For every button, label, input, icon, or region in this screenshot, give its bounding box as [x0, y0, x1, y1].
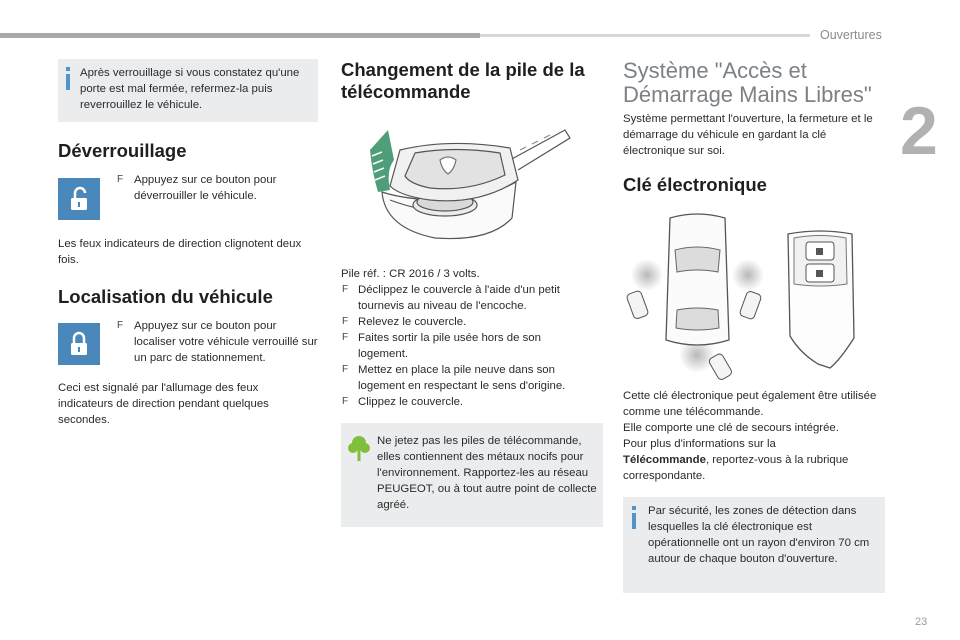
bullet-flag: F: [117, 320, 124, 331]
eco-box: [341, 423, 603, 527]
battery-step-5: Clippez le couvercle.: [358, 396, 464, 408]
info-icon: [632, 513, 636, 529]
info-box-locking: [58, 59, 318, 122]
lock-button-icon: [58, 323, 100, 365]
section-label: Ouvertures: [820, 28, 882, 42]
key-desc-2: Elle comporte une clé de secours intégrée.: [623, 422, 839, 434]
key-desc-1: Cette clé électronique peut également être utilisée comme une télécommande.: [623, 390, 877, 418]
unlock-note: Les feux indicateurs de direction clignotent deux fois.: [58, 238, 302, 266]
info-text: Après verrouillage si vous constatez qu'une porte est mal fermée, refermez-la puis reverrouillez le véhicule.: [80, 67, 300, 111]
info-icon: [66, 74, 70, 90]
battery-step-2: Relevez le couvercle.: [358, 316, 467, 328]
key-desc-3c: , reportez-vous à la rubrique correspondante.: [623, 454, 849, 482]
bullet-flag: F: [342, 396, 349, 407]
bullet-flag: F: [342, 364, 349, 375]
battery-title: Changement de la pile de la télécommande: [341, 59, 585, 102]
detection-info-text: Par sécurité, les zones de détection dans lesquelles la clé électronique est opérationnelle ont un rayon d'environ 70 cm autour de chaque bouton d'ouverture.: [648, 505, 870, 565]
battery-step-1: Déclippez le couvercle à l'aide d'un petit tournevis au niveau de l'encoche.: [358, 284, 560, 312]
locate-step: Appuyez sur ce bouton pour localiser votre véhicule verrouillé sur un parc de stationnement.: [134, 320, 318, 364]
system-intro: Système permettant l'ouverture, la fermeture et le démarrage du véhicule en gardant la clé électronique sur soi.: [623, 113, 873, 157]
eco-text: Ne jetez pas les piles de télécommande, elles contiennent des métaux nocifs pour l'environnement. Rapportez-les au réseau PEUGEOT, ou à tout autre point de collecte agréé.: [377, 435, 597, 511]
remote-control-link-text: Télécommande: [623, 454, 706, 466]
info-box-detection: [623, 497, 885, 593]
unlock-button-icon: [58, 178, 100, 220]
recycle-tree-icon: [348, 435, 370, 468]
battery-ref: Pile réf. : CR 2016 / 3 volts.: [341, 268, 480, 280]
chapter-number: 2: [900, 93, 938, 169]
unlock-step: Appuyez sur ce bouton pour déverrouiller le véhicule.: [134, 174, 277, 202]
bullet-flag: F: [342, 316, 349, 327]
header-bar: [0, 33, 480, 38]
bullet-flag: F: [342, 284, 349, 295]
locate-note: Ceci est signalé par l'allumage des feux indicateurs de direction pendant quelques secondes.: [58, 382, 269, 426]
unlock-title: Déverrouillage: [58, 140, 187, 161]
electronic-key-title: Clé électronique: [623, 174, 767, 195]
battery-step-3: Faites sortir la pile usée hors de son logement.: [358, 332, 541, 360]
bullet-flag: F: [117, 174, 124, 185]
electronic-key-illustration: [780, 228, 860, 378]
locate-title: Localisation du véhicule: [58, 286, 273, 307]
system-title: Système "Accès et Démarrage Mains Libres": [623, 58, 872, 107]
header-bar-light: [480, 34, 810, 37]
key-desc-3: [623, 436, 885, 484]
remote-battery-illustration: [360, 120, 575, 245]
car-detection-illustration: [625, 210, 770, 380]
bullet-flag: F: [342, 332, 349, 343]
battery-step-4: Mettez en place la pile neuve dans son logement en respectant le sens d'origine.: [358, 364, 566, 392]
page-number: 23: [915, 616, 928, 628]
key-desc-3a: Pour plus d'informations sur la: [623, 438, 776, 450]
